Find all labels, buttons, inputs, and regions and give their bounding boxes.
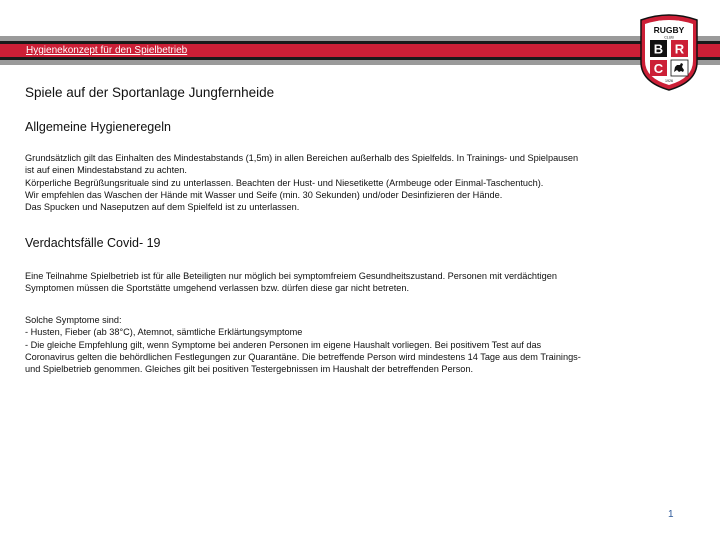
text-line: ist auf einen Mindestabstand zu achten.	[25, 165, 187, 176]
logo-letter-b: B	[653, 41, 664, 57]
covid-symptoms-paragraph	[25, 314, 695, 375]
text-line: Wir empfehlen das Waschen der Hände mit Wasser und Seife (min. 30 Sekunden) und/oder Desinfizieren der Hände.	[25, 189, 503, 200]
club-logo	[637, 12, 701, 92]
text-line: und Spielbetrieb genommen. Gleiches gilt bei positiven Testergebnissen im Haushalt der betreffenden Person.	[25, 364, 474, 375]
header-title: Hygienekonzept für den Spielbetrieb	[26, 45, 188, 56]
logo-top-text: BERLINER	[658, 19, 680, 25]
text-line: Grundsätzlich gilt das Einhalten des Mindestabstands (1,5m) in allen Bereichen außerhalb des Spielfelds. In Trainings- und Spielpausen	[25, 153, 579, 163]
logo-middle-text: RUGBY	[653, 25, 685, 35]
logo-letter-r: R	[674, 41, 685, 57]
text-line: Eine Teilnahme Spielbetrieb ist für alle Beteiligten nur möglich bei symptomfreiem Gesundheitszustand. Personen mit verdächtigen	[25, 271, 557, 281]
text-line: Coronavirus gelten die behördlichen Festlegungen zur Quarantäne. Die betreffende Person wird mindestens 14 Tage aus dem Trainings-	[25, 351, 581, 362]
text-line: Symptomen müssen die Sportstätte umgehend verlassen bzw. dürfen diese gar nicht betreten.	[25, 283, 410, 294]
logo-club-text: CLUB	[664, 35, 674, 40]
general-hygiene-paragraph	[25, 152, 695, 213]
section-heading-covid-suspected: Verdachtsfälle Covid- 19	[25, 236, 161, 250]
text-line: Körperliche Begrüßungsrituale sind zu unterlassen. Beachten der Hust- und Niesetikette (Armbeuge oder Einmal-Taschentuch).	[25, 177, 544, 188]
document-title: Spiele auf der Sportanlage Jungfernheide	[25, 85, 275, 100]
logo-year: 1926	[665, 79, 673, 83]
page-number: 1	[668, 509, 674, 520]
header-stripe-gray-bottom	[0, 60, 720, 65]
covid-participation-paragraph	[25, 270, 695, 295]
text-line: - Husten, Fieber (ab 38°C), Atemnot, sämtliche Erklärtungsymptome	[25, 327, 303, 338]
logo-letter-c: C	[653, 61, 664, 76]
text-line: - Die gleiche Empfehlung gilt, wenn Symptome bei anderen Personen im eigene Haushalt vorliegen. Bei positivem Test auf das	[25, 339, 542, 350]
text-line: Das Spucken und Naseputzen auf dem Spielfeld ist zu unterlassen.	[25, 202, 300, 213]
text-line: Solche Symptome sind:	[25, 315, 122, 325]
section-heading-general-hygiene: Allgemeine Hygieneregeln	[25, 120, 171, 134]
